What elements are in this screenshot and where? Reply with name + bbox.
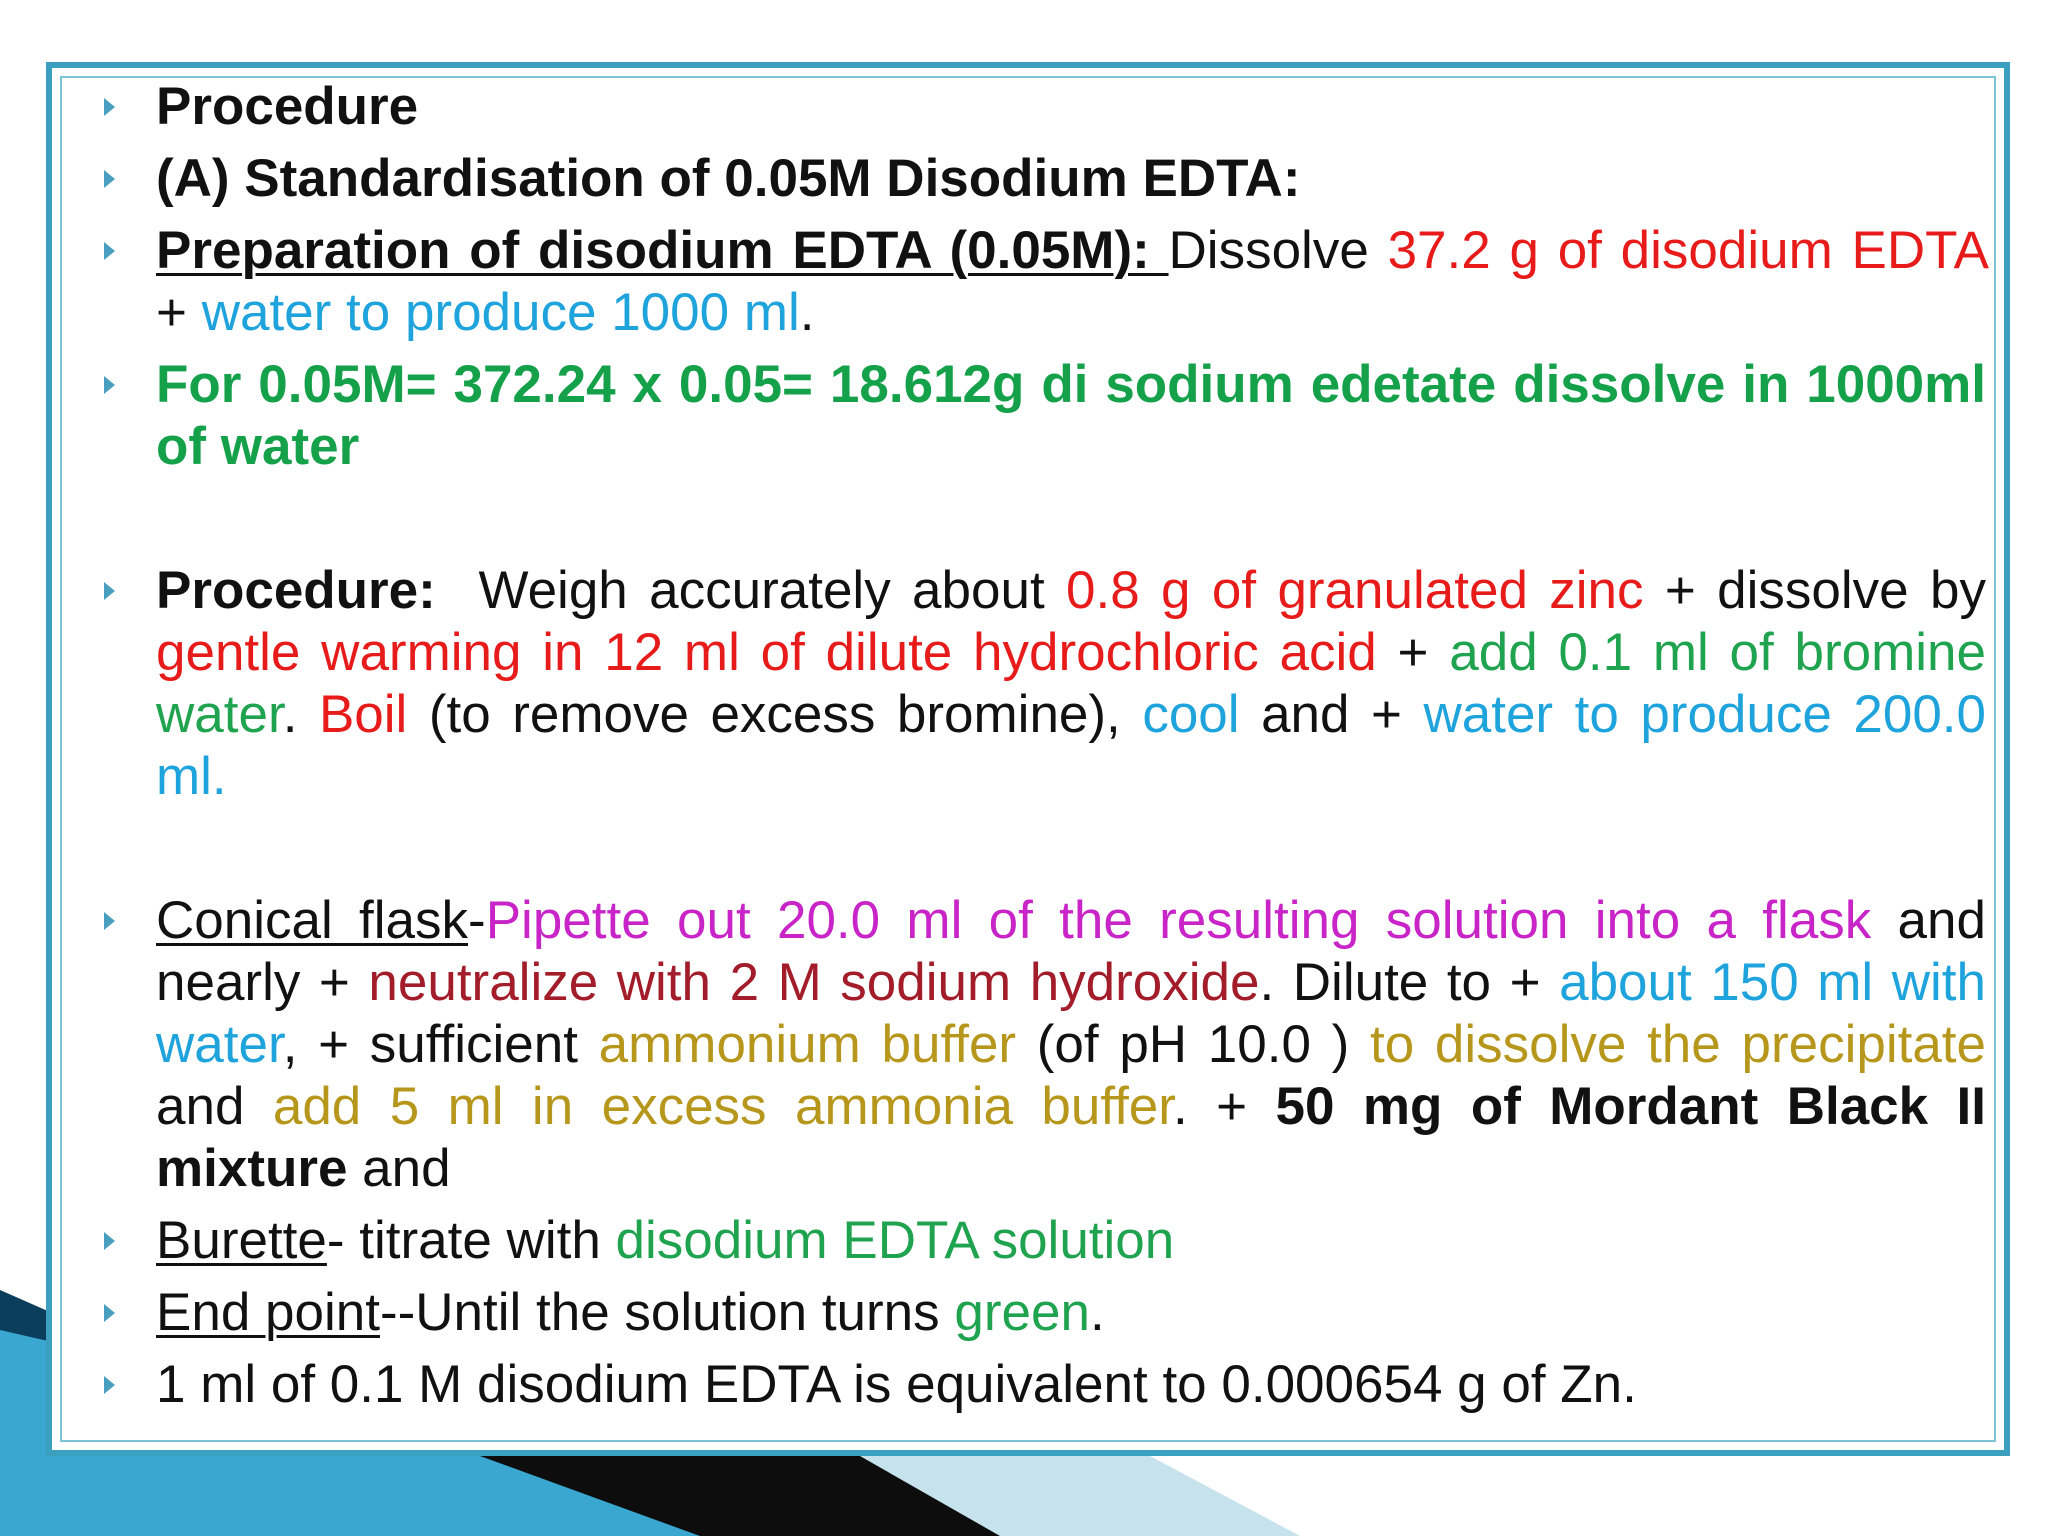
text-run: .: [1089, 1283, 1105, 1342]
text-run: to dissolve the precipitate: [1370, 1015, 1986, 1074]
list-item-standardisation: [96, 148, 1986, 210]
calculation-text: For 0.05M= 372.24 x 0.05= 18.612g di sodium edetate dissolve in 1000ml of water: [156, 355, 1986, 476]
text-run: disodium EDTA solution: [615, 1211, 1175, 1270]
burette-text: [156, 1210, 1986, 1272]
text-run: --Until the solution turns: [379, 1283, 955, 1342]
text-run: water to produce 1000 ml: [201, 283, 800, 342]
preparation-text: [156, 220, 1986, 344]
text-run: (to remove excess bromine),: [407, 685, 1143, 744]
text-run: . +: [1173, 1077, 1276, 1136]
text-run: , + sufficient: [282, 1015, 599, 1074]
list-item-burette: [96, 1210, 1986, 1272]
conical-flask-text: [156, 890, 1986, 1200]
list-item-procedure-heading: [96, 76, 1986, 138]
text-run: .: [282, 685, 319, 744]
text-run: . Dilute to +: [1259, 953, 1560, 1012]
bullet-arrow-icon: [104, 582, 115, 600]
text-run: neutralize with 2 M sodium hydroxide: [368, 953, 1260, 1012]
text-run: add 5 ml in excess ammonia buffer: [272, 1077, 1174, 1136]
text-run: Weigh accurately about: [435, 561, 1067, 620]
text-run: and +: [1239, 685, 1424, 744]
text-run: 37.2 g of disodium EDTA: [1387, 221, 1987, 280]
bullet-arrow-icon: [104, 1376, 115, 1394]
bullet-arrow-icon: [104, 376, 115, 394]
text-run: 0.8 g of granulated zinc: [1066, 561, 1644, 620]
text-run: and nearly +: [156, 891, 1986, 1012]
bullet-arrow-icon: [104, 1304, 115, 1322]
end-point-label: End point: [156, 1283, 380, 1342]
text-run: +: [1376, 623, 1450, 682]
procedure-steps-text: [156, 560, 1986, 808]
text-run: gentle warming in 12 ml of dilute hydrochloric acid: [156, 623, 1377, 682]
bullet-arrow-icon: [104, 242, 115, 260]
text-run: .: [799, 283, 815, 342]
text-run: green: [954, 1283, 1090, 1342]
text-run: - titrate with: [326, 1211, 616, 1270]
list-item-procedure-steps: [96, 560, 1986, 808]
procedure-heading: Procedure: [156, 77, 419, 136]
text-run: and: [156, 1077, 273, 1136]
standardisation-heading: (A) Standardisation of 0.05M Disodium EDTA:: [156, 149, 1301, 208]
list-item-calculation: [96, 354, 1986, 478]
text-run: Pipette out 20.0 ml of the resulting solution into a flask: [485, 891, 1872, 950]
text-run: -: [468, 891, 486, 950]
bullet-arrow-icon: [104, 912, 115, 930]
text-run: + dissolve by: [1643, 561, 1986, 620]
bullet-list: [96, 76, 1986, 1416]
text-run: about 150 ml with water: [156, 953, 1986, 1074]
text-run: 50 mg of Mordant Black II mixture: [156, 1077, 1986, 1198]
list-item-end-point: [96, 1282, 1986, 1344]
text-run: add 0.1 ml of bromine water: [156, 623, 1987, 744]
bullet-arrow-icon: [104, 98, 115, 116]
text-run: ammonium buffer: [598, 1015, 1017, 1074]
text-run: Dissolve: [1168, 221, 1388, 280]
conical-flask-label: Conical flask: [156, 891, 469, 950]
bullet-arrow-icon: [104, 1232, 115, 1250]
text-run: and: [347, 1139, 451, 1198]
burette-label: Burette: [156, 1211, 327, 1270]
end-point-text: [156, 1282, 1986, 1344]
equivalence-text: 1 ml of 0.1 M disodium EDTA is equivalent to 0.000654 g of Zn.: [156, 1355, 1637, 1414]
bullet-arrow-icon: [104, 170, 115, 188]
text-run: (of pH 10.0 ): [1016, 1015, 1370, 1074]
text-run: Boil: [318, 685, 408, 744]
list-item-preparation: [96, 220, 1986, 344]
procedure-label: Procedure:: [156, 561, 436, 620]
text-run: water to produce 200.0 ml.: [156, 685, 1987, 806]
text-run: cool: [1142, 685, 1240, 744]
list-item-conical-flask: [96, 890, 1986, 1200]
text-run: +: [156, 283, 202, 342]
list-item-equivalence: [96, 1354, 1986, 1416]
preparation-label: Preparation of disodium EDTA (0.05M):: [156, 221, 1169, 280]
